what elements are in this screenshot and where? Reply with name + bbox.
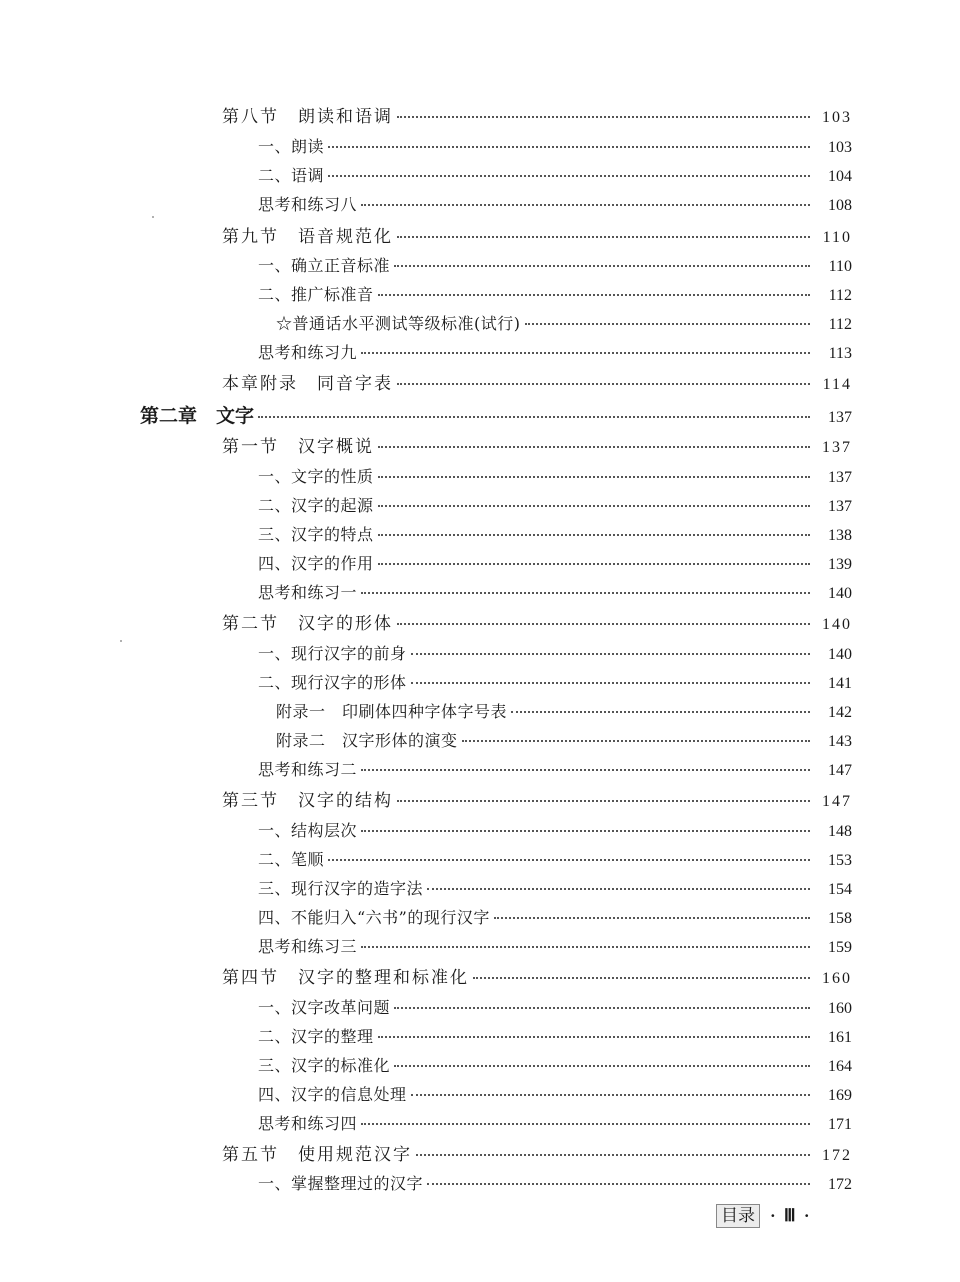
toc-entry-page: 161 <box>828 1029 852 1046</box>
toc-entry-page: 148 <box>828 823 852 840</box>
toc-section <box>222 374 852 395</box>
toc-entry-title: 三、现行汉字的造字法 <box>258 879 424 898</box>
toc-entry-page: 147 <box>828 762 852 779</box>
toc-entry-page: 159 <box>828 939 852 956</box>
footer-label: 目录 <box>716 1204 760 1228</box>
toc-entry-page: 110 <box>828 258 852 275</box>
toc-entry-title: 第九节 语音规范化 <box>222 227 393 247</box>
toc-item <box>258 644 852 665</box>
toc-entry-page: 140 <box>822 616 852 633</box>
toc-entry-page: 160 <box>828 1000 852 1017</box>
toc-entry-title: 思考和练习一 <box>258 583 358 602</box>
toc-entry-title: 三、汉字的标准化 <box>258 1056 391 1075</box>
toc-entry-title: 一、朗读 <box>258 137 325 156</box>
toc-entry-page: 137 <box>828 498 852 515</box>
dot-leader <box>361 1123 810 1125</box>
toc-exercise <box>258 583 852 604</box>
toc-item <box>258 850 852 871</box>
toc-exercise <box>258 343 852 364</box>
toc-entry-title: 一、结构层次 <box>258 821 358 840</box>
dot-leader <box>416 1154 810 1156</box>
dot-leader <box>378 1036 810 1038</box>
toc-entry-title: 二、笔顺 <box>258 850 325 869</box>
toc-item <box>258 496 852 517</box>
toc-item <box>258 673 852 694</box>
toc-entry-title: ☆普通话水平测试等级标准(试行) <box>276 314 521 333</box>
toc-item <box>258 1174 852 1195</box>
toc-entry-title: 本章附录 同音字表 <box>222 374 393 394</box>
dot-leader <box>361 769 810 771</box>
toc-exercise <box>258 195 852 216</box>
toc-entry-title: 一、确立正音标准 <box>258 256 391 275</box>
toc-item <box>258 1056 852 1077</box>
toc-item <box>258 1027 852 1048</box>
toc-section <box>222 791 852 812</box>
toc-chapter <box>140 406 852 428</box>
toc-entry-page: 147 <box>822 793 852 810</box>
toc-item <box>258 467 852 488</box>
toc-entry-title: 第二节 汉字的形体 <box>222 614 393 634</box>
dot-leader <box>397 236 810 238</box>
toc-entry-page: 141 <box>828 675 852 692</box>
toc-entry-title: 第三节 汉字的结构 <box>222 791 393 811</box>
dot-leader <box>462 740 810 742</box>
toc-entry-page: 113 <box>828 345 852 362</box>
toc-exercise <box>258 937 852 958</box>
toc-entry-page: 112 <box>828 316 852 333</box>
toc-item <box>258 166 852 187</box>
toc-entry-title: 第二章 文字 <box>140 405 255 427</box>
dot-leader <box>411 1094 810 1096</box>
toc-item <box>258 821 852 842</box>
toc-entry-page: 103 <box>828 139 852 156</box>
toc-entry-title: 思考和练习九 <box>258 343 358 362</box>
dot-leader <box>378 476 810 478</box>
toc-entry-page: 103 <box>822 109 852 126</box>
dot-leader <box>328 859 810 861</box>
dot-leader <box>378 505 810 507</box>
toc-item <box>258 998 852 1019</box>
toc-section <box>222 437 852 458</box>
dot-leader <box>394 1065 810 1067</box>
dot-leader <box>378 446 810 448</box>
toc-section <box>222 614 852 635</box>
dot-leader <box>494 917 810 919</box>
toc-entry-page: 169 <box>828 1087 852 1104</box>
toc-entry-title: 二、推广标准音 <box>258 285 374 304</box>
toc-entry-page: 171 <box>828 1116 852 1133</box>
toc-entry-page: 114 <box>822 376 852 393</box>
dot-leader <box>397 116 810 118</box>
toc-entry-title: 二、现行汉字的形体 <box>258 673 407 692</box>
toc-item <box>258 525 852 546</box>
scan-speck <box>152 216 154 218</box>
toc-item <box>258 554 852 575</box>
toc-entry-title: 附录二 汉字形体的演变 <box>276 731 458 750</box>
toc-entry-page: 104 <box>828 168 852 185</box>
toc-entry-page: 137 <box>828 469 852 486</box>
toc-entry-title: 四、汉字的作用 <box>258 554 374 573</box>
toc-subitem <box>276 702 852 723</box>
toc-entry-title: 四、汉字的信息处理 <box>258 1085 407 1104</box>
dot-leader <box>397 383 810 385</box>
toc-entry-title: 二、语调 <box>258 166 325 185</box>
toc-section <box>222 1145 852 1166</box>
dot-leader <box>473 977 810 979</box>
toc-entry-title: 第五节 使用规范汉字 <box>222 1145 412 1165</box>
toc-entry-title: 思考和练习四 <box>258 1114 358 1133</box>
dot-leader <box>378 294 810 296</box>
toc-item <box>258 285 852 306</box>
toc-item <box>258 256 852 277</box>
dot-leader <box>361 830 810 832</box>
toc-entry-title: 四、不能归入“六书”的现行汉字 <box>258 908 490 927</box>
toc-entry-page: 112 <box>828 287 852 304</box>
scan-speck <box>120 640 122 642</box>
dot-leader <box>397 800 810 802</box>
toc-entry-page: 142 <box>828 704 852 721</box>
dot-leader <box>411 653 810 655</box>
dot-leader <box>361 204 810 206</box>
toc-exercise <box>258 760 852 781</box>
toc-entry-page: 172 <box>828 1176 852 1193</box>
toc-entry-page: 158 <box>828 910 852 927</box>
toc-entry-title: 第四节 汉字的整理和标准化 <box>222 968 469 988</box>
toc-entry-page: 139 <box>828 556 852 573</box>
toc-subitem <box>276 314 852 335</box>
toc-entry-page: 164 <box>828 1058 852 1075</box>
toc-entry-title: 二、汉字的整理 <box>258 1027 374 1046</box>
toc-entry-page: 137 <box>822 439 852 456</box>
toc-entry-title: 附录一 印刷体四种字体字号表 <box>276 702 508 721</box>
toc-entry-page: 153 <box>828 852 852 869</box>
dot-leader <box>361 352 810 354</box>
dot-leader <box>258 416 810 418</box>
page-number: · Ⅲ · <box>770 1206 812 1225</box>
toc-entry-page: 137 <box>828 409 852 426</box>
dot-leader <box>427 888 810 890</box>
toc-entry-title: 一、文字的性质 <box>258 467 374 486</box>
toc-entry-page: 140 <box>828 585 852 602</box>
dot-leader <box>511 711 810 713</box>
toc-exercise <box>258 1114 852 1135</box>
dot-leader <box>328 175 810 177</box>
toc-entry-page: 154 <box>828 881 852 898</box>
dot-leader <box>394 265 810 267</box>
toc-item <box>258 908 852 929</box>
toc-entry-title: 第八节 朗读和语调 <box>222 107 393 127</box>
toc-item <box>258 879 852 900</box>
toc-entry-page: 110 <box>822 229 852 246</box>
toc-item <box>258 1085 852 1106</box>
toc-entry-page: 160 <box>822 970 852 987</box>
toc-entry-page: 108 <box>828 197 852 214</box>
dot-leader <box>394 1007 810 1009</box>
toc-entry-title: 一、掌握整理过的汉字 <box>258 1174 424 1193</box>
dot-leader <box>378 534 810 536</box>
toc-entry-page: 140 <box>828 646 852 663</box>
dot-leader <box>397 623 810 625</box>
toc-entry-title: 思考和练习三 <box>258 937 358 956</box>
toc-subitem <box>276 731 852 752</box>
toc-entry-title: 一、现行汉字的前身 <box>258 644 407 663</box>
dot-leader <box>361 946 810 948</box>
toc-entry-title: 三、汉字的特点 <box>258 525 374 544</box>
toc-entry-page: 172 <box>822 1147 852 1164</box>
toc-section <box>222 227 852 248</box>
toc-entry-title: 一、汉字改革问题 <box>258 998 391 1017</box>
page-footer <box>716 1204 812 1228</box>
toc-entry-title: 第一节 汉字概说 <box>222 437 374 457</box>
toc-item <box>258 137 852 158</box>
dot-leader <box>525 323 811 325</box>
toc-entry-title: 思考和练习八 <box>258 195 358 214</box>
dot-leader <box>378 563 810 565</box>
toc-section <box>222 968 852 989</box>
dot-leader <box>427 1183 810 1185</box>
dot-leader <box>328 146 810 148</box>
dot-leader <box>411 682 810 684</box>
toc-entry-title: 思考和练习二 <box>258 760 358 779</box>
toc-entry-page: 138 <box>828 527 852 544</box>
toc-entry-page: 143 <box>828 733 852 750</box>
toc-entry-title: 二、汉字的起源 <box>258 496 374 515</box>
dot-leader <box>361 592 810 594</box>
toc-section <box>222 107 852 128</box>
